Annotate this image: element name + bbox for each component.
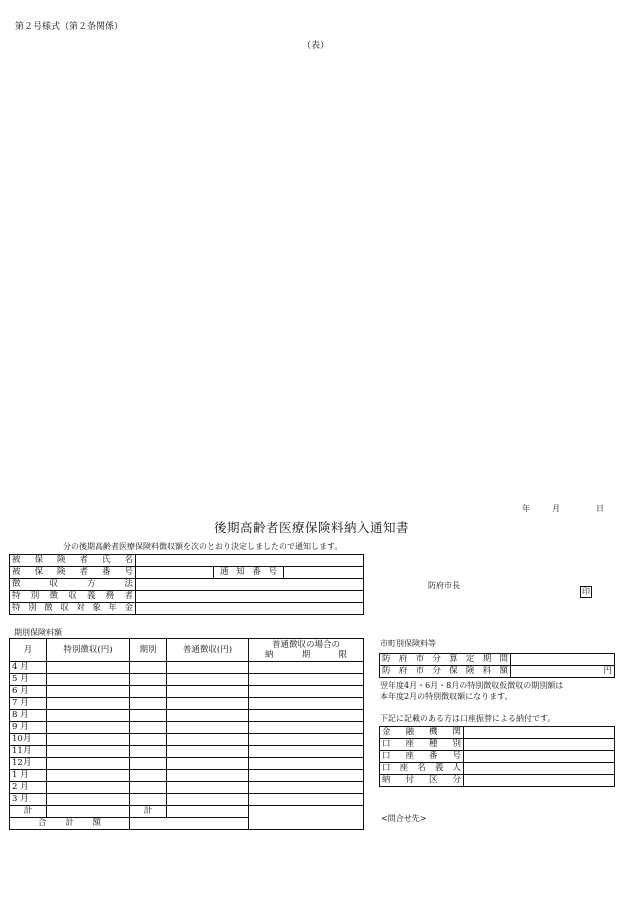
bank-table-caption: 下記に記載のある方は口座振替による納付です。 bbox=[380, 714, 556, 723]
obligor-label: 特 別 徴 収 義 務 者 bbox=[10, 591, 136, 603]
insured-info-table bbox=[9, 554, 364, 615]
city-table-caption: 市町別保険料等 bbox=[380, 639, 436, 648]
term-header: 期別 bbox=[130, 639, 167, 662]
city-amount-label: 防 府 市 分 保 険 料 額 bbox=[380, 666, 511, 678]
deadline-header bbox=[249, 639, 364, 662]
month-cell: 12月 bbox=[10, 758, 47, 770]
month-cell: 5 月 bbox=[10, 674, 47, 686]
date-day-label: 日 bbox=[596, 504, 604, 513]
date-month-label: 月 bbox=[552, 504, 560, 513]
side-label: （表） bbox=[302, 41, 330, 51]
account-number-label: 口 座 番 号 bbox=[380, 751, 464, 763]
notice-number-label: 通 知 番 号 bbox=[214, 567, 284, 579]
pension-label: 特 別 徴 収 対 象 年 金 bbox=[10, 603, 136, 615]
bank-table bbox=[379, 726, 615, 787]
ordinary-header: 普通徴収(円) bbox=[167, 639, 249, 662]
grand-total-label: 合 計 額 bbox=[10, 818, 130, 830]
date-year-label: 年 bbox=[522, 504, 530, 513]
form-number-label: 第２号様式（第２条関係） bbox=[15, 22, 124, 32]
city-table bbox=[379, 653, 615, 678]
city-note-line1: 翌年度4月・6月・8月の特別徴収仮徴収の期別額は bbox=[380, 681, 564, 690]
special-header: 特別徴収(円) bbox=[47, 639, 130, 662]
special-total-label: 計 bbox=[10, 806, 47, 818]
month-cell: 9 月 bbox=[10, 722, 47, 734]
period-table-caption: 期別保険料額 bbox=[14, 628, 62, 637]
deadline-header-line1: 普通徴収の場合の bbox=[271, 640, 340, 650]
method-label: 徴 収 方 法 bbox=[10, 579, 136, 591]
intro-text: 分の後期高齢者医療保険料徴収額を次のとおり決定しましたので通知します。 bbox=[63, 542, 343, 551]
month-cell: 2 月 bbox=[10, 782, 47, 794]
month-cell: 10月 bbox=[10, 734, 47, 746]
ordinary-total-label: 計 bbox=[130, 806, 167, 818]
month-cell: 7 月 bbox=[10, 698, 47, 710]
city-period-label: 防 府 市 分 算 定 期 間 bbox=[380, 654, 511, 666]
insured-number-label: 被 保 険 者 番 号 bbox=[10, 567, 136, 579]
month-cell: 6 月 bbox=[10, 686, 47, 698]
city-note-line2: 本年度2月の特別徴収額になります。 bbox=[380, 692, 513, 701]
insured-name-label: 被 保 険 者 氏 名 bbox=[10, 555, 136, 567]
mayor-label: 防府市長 bbox=[428, 581, 460, 590]
seal-icon: 印 bbox=[582, 587, 590, 596]
city-period-value bbox=[511, 654, 615, 666]
contact-label: <問合せ先> bbox=[381, 814, 427, 823]
month-header: 月 bbox=[10, 639, 47, 662]
document-title: 後期高齢者医療保険料納入通知書 bbox=[214, 520, 410, 535]
month-cell: 4 月 bbox=[10, 662, 47, 674]
bank-name-label: 金 融 機 関 bbox=[380, 727, 464, 739]
account-type-label: 口 座 種 別 bbox=[380, 739, 464, 751]
seal-mark bbox=[580, 579, 592, 598]
account-holder-label: 口 座 名 義 人 bbox=[380, 763, 464, 775]
period-table bbox=[9, 638, 364, 830]
city-amount-unit: 円 bbox=[511, 666, 615, 678]
payment-category-label: 納 付 区 分 bbox=[380, 775, 464, 787]
month-cell: 8 月 bbox=[10, 710, 47, 722]
month-cell: 3 月 bbox=[10, 794, 47, 806]
month-cell: 11月 bbox=[10, 746, 47, 758]
month-cell: 1 月 bbox=[10, 770, 47, 782]
deadline-header-line2: 納 期 限 bbox=[265, 650, 347, 660]
